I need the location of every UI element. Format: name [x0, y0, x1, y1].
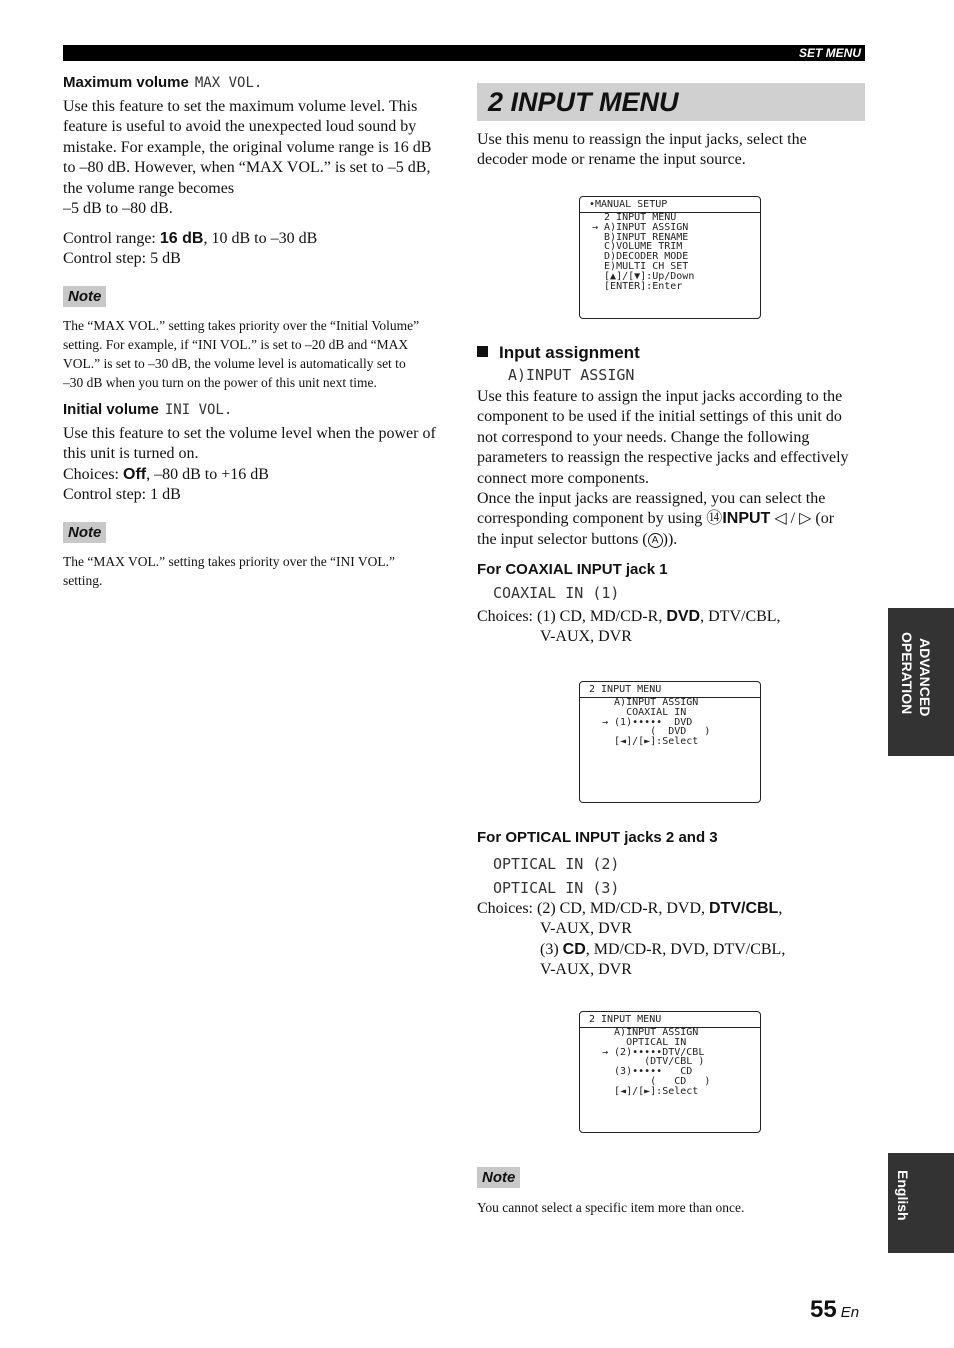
page-number: 55 En	[810, 1296, 860, 1323]
max-vol-lcd: MAX VOL.	[194, 75, 263, 91]
optical-choices: Choices: (2) CD, MD/CD-R, DVD, DTV/CBL, V-AUX, DVR (3) CD, MD/CD-R, DVD, DTV/CBL, V-AUX, DVR	[477, 900, 786, 979]
lcd-header: 2 INPUT MENU	[580, 682, 760, 698]
max-vol-heading: Maximum volume MAX VOL.	[63, 74, 263, 91]
intro-text: Use this menu to reassign the input jacks, select the decoder mode or rename the input source.	[477, 131, 807, 169]
lcd-screen-optical	[579, 1011, 761, 1133]
input-assignment-heading: Input assignment	[477, 343, 640, 363]
header-bar	[63, 45, 865, 61]
note-label-2: Note	[63, 522, 106, 543]
left-right-arrow-icons: ◁ / ▷	[770, 510, 816, 528]
lcd-header: •MANUAL SETUP	[580, 197, 760, 213]
key-number-icon: ⑭	[706, 510, 723, 528]
optical-heading: For OPTICAL INPUT jacks 2 and 3	[477, 829, 718, 846]
circled-a-icon: A	[648, 533, 663, 548]
input-assign-lcd: A)INPUT ASSIGN	[508, 366, 635, 384]
note-label-1: Note	[63, 286, 106, 307]
input-assignment-body: Use this feature to assign the input jacks according to the component to be used if the initial settings of this unit do not correspond to your needs. Change the following parameters to reassign the respective jacks and effectively connect more components. Once the input jacks are reassigned, you can select the corresponding component by using ⑭INPUT ◁ / ▷ (or the input selector buttons ( A )).	[477, 388, 849, 548]
lcd-body: A)INPUT ASSIGN OPTICAL IN → (2)•••••DTV/CBL (DTV/CBL ) (3)••••• CD ( CD ) [◄]/[►]:Select	[602, 1027, 711, 1097]
note-text-3: You cannot select a specific item more than once.	[477, 1200, 745, 1215]
ini-vol-heading: Initial volume INI VOL.	[63, 401, 233, 418]
ini-vol-body: Use this feature to set the volume level when the power of this unit is turned on. Choices: Off, –80 dB to +16 dB Control step: 1 dB	[63, 425, 436, 504]
note-text-2: The “MAX VOL.” setting takes priority over the “INI VOL.” setting.	[63, 554, 396, 588]
note-label-3: Note	[477, 1167, 520, 1188]
note-text-1: The “MAX VOL.” setting takes priority over the “Initial Volume” setting. For example, if “INI VOL.” is set to –20 dB and “MAX VOL.” is set to –30 dB, the volume level is automatically set to –30 dB when you turn on the power of this unit next time.	[63, 318, 420, 390]
square-bullet-icon	[477, 346, 488, 357]
coaxial-choices: Choices: (1) CD, MD/CD-R, DVD, DTV/CBL, V-AUX, DVR	[477, 608, 781, 646]
lcd-body: A)INPUT ASSIGN COAXIAL IN → (1)••••• DVD ( DVD ) [◄]/[►]:Select	[602, 697, 711, 748]
side-tab-english: English	[888, 1153, 954, 1253]
lcd-header: 2 INPUT MENU	[580, 1012, 760, 1028]
max-vol-body: Use this feature to set the maximum volume level. This feature is useful to avoid the unexpected loud sound by mistake. For example, the original volume range is 16 dB to –80 dB. However, when “MAX VOL.” is set to –5 dB, the volume range becomes –5 dB to –80 dB.	[63, 98, 432, 218]
section-label: SET MENU	[798, 46, 861, 60]
coaxial-lcd: COAXIAL IN (1)	[493, 584, 620, 602]
max-vol-range: Control range: 16 dB, 10 dB to –30 dB Control step: 5 dB	[63, 230, 318, 268]
ini-vol-lcd: INI VOL.	[164, 402, 233, 418]
coaxial-heading: For COAXIAL INPUT jack 1	[477, 561, 668, 578]
lcd-screen-manual-setup	[579, 196, 761, 319]
section-title: 2 INPUT MENU	[488, 87, 679, 117]
lcd-body: 2 INPUT MENU → A)INPUT ASSIGN B)INPUT RENAME C)VOLUME TRIM D)DECODER MODE E)MULTI CH SET [▲]/[▼]:Up/Down [ENTER]:Enter	[592, 212, 695, 292]
lcd-screen-coaxial	[579, 681, 761, 803]
side-tab-advanced-operation: OPERATION ADVANCED	[888, 608, 954, 756]
section-title-bar	[477, 83, 865, 121]
optical-lcd: OPTICAL IN (2) OPTICAL IN (3)	[493, 855, 620, 897]
